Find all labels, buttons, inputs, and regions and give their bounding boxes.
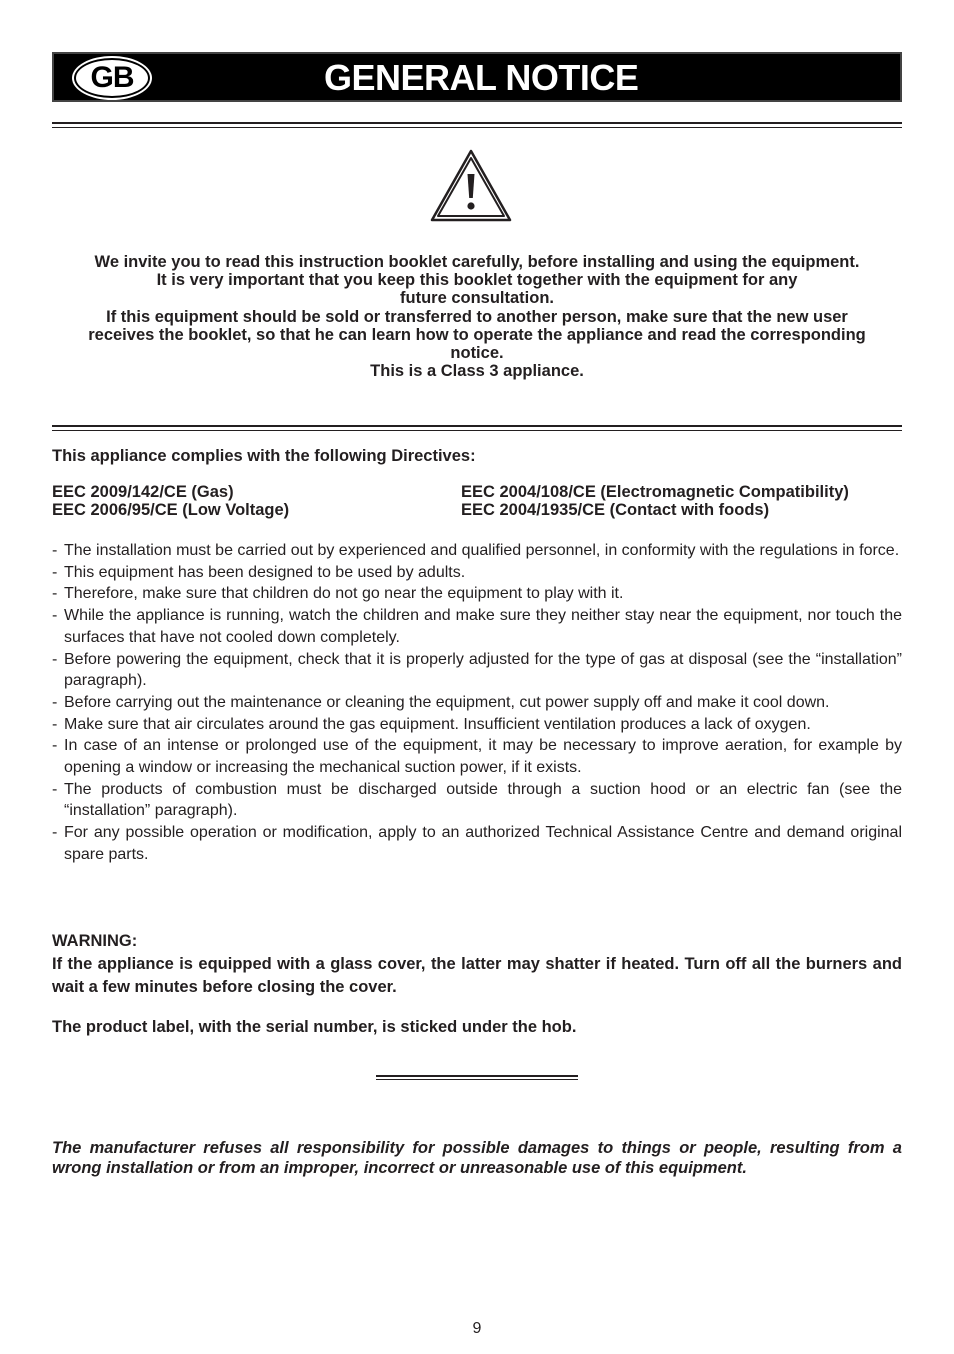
list-item (52, 714, 902, 736)
intro-line: It is very important that you keep this booklet together with the equipment for any future consultation. (156, 271, 798, 308)
list-dash: - (52, 542, 58, 559)
language-badge: GB (76, 60, 148, 96)
list-item-text: While the appliance is running, watch the children and make sure they neither stay near the equipment, nor touch the surfaces that have not cooled down completely. (64, 607, 902, 646)
product-label-note: The product label, with the serial number, is sticked under the hob. (52, 1018, 577, 1036)
intro-line: We invite you to read this instruction booklet carefully, before installing and using the equipment. (94, 253, 860, 271)
list-item (52, 605, 902, 648)
directive-item: EEC 2006/95/CE (Low Voltage) (52, 501, 290, 519)
list-item (52, 562, 902, 584)
header-bar (52, 52, 902, 102)
list-dash: - (52, 780, 58, 798)
list-dash: - (52, 563, 58, 581)
directives-heading: This appliance complies with the following Directives: (52, 447, 476, 465)
directive-item: EEC 2004/1935/CE (Contact with foods) (461, 501, 770, 519)
top-divider (52, 122, 902, 128)
list-item (52, 583, 902, 605)
list-item (52, 779, 902, 822)
warning-triangle-icon (429, 148, 513, 224)
list-item (52, 822, 902, 865)
list-item-text: The products of combustion must be discharged outside through a suction hood or an electric fan (see the “installation” paragraph). (64, 780, 902, 820)
list-item-text: Before carrying out the maintenance or cleaning the equipment, cut power supply off and make it cool down. (64, 693, 830, 711)
list-item (52, 540, 902, 562)
list-item-text: This equipment has been designed to be used by adults. (64, 563, 466, 581)
list-dash: - (52, 607, 58, 625)
list-dash: - (52, 824, 58, 842)
list-item (52, 692, 902, 714)
list-dash: - (52, 650, 58, 668)
list-item-text: Therefore, make sure that children do not go near the equipment to play with it. (64, 585, 624, 603)
short-divider (376, 1075, 578, 1080)
list-item-text: For any possible operation or modification, apply to an authorized Technical Assistance Centre and demand original spare parts. (64, 824, 902, 863)
section-divider (52, 425, 902, 431)
manufacturer-disclaimer: The manufacturer refuses all responsibility for possible damages to things or people, resulting from a wrong installation or from an improper, incorrect or unreasonable use of this equipment. (52, 1139, 902, 1177)
list-dash: - (52, 693, 58, 711)
list-item-text: The installation must be carried out by experienced and qualified personnel, in conformity with the regulations in force. (64, 542, 900, 559)
page-title: GENERAL NOTICE (324, 57, 639, 98)
list-item-text: In case of an intense or prolonged use of the equipment, it may be necessary to improve aeration, for example by opening a window or increasing the mechanical suction power, if it exists. (64, 737, 902, 777)
list-dash: - (52, 585, 58, 603)
list-item (52, 735, 902, 778)
intro-class-line: This is a Class 3 appliance. (370, 362, 584, 381)
warning-block (52, 930, 902, 999)
list-item-text: Before powering the equipment, check that it is properly adjusted for the type of gas at disposal (see the “installation” paragraph). (64, 650, 902, 690)
directive-item: EEC 2004/108/CE (Electromagnetic Compatibility) (461, 483, 849, 501)
list-item-text: Make sure that air circulates around the gas equipment. Insufficient ventilation produces a lack of oxygen. (64, 715, 811, 733)
warning-heading: WARNING: (52, 932, 138, 950)
intro-line: If this equipment should be sold or transferred to another person, make sure that the new user receives the booklet, so that he can learn how to operate the appliance and read the corresponding notice. (88, 307, 866, 363)
list-dash: - (52, 715, 58, 733)
intro-notice (52, 253, 902, 380)
directive-item: EEC 2009/142/CE (Gas) (52, 483, 234, 501)
safety-instructions-list (52, 540, 902, 866)
page-number: 9 (472, 1320, 482, 1337)
list-item (52, 649, 902, 692)
list-dash: - (52, 737, 58, 755)
warning-text: If the appliance is equipped with a glass cover, the latter may shatter if heated. Turn off all the burners and wait a few minutes before closing the cover. (52, 955, 902, 996)
